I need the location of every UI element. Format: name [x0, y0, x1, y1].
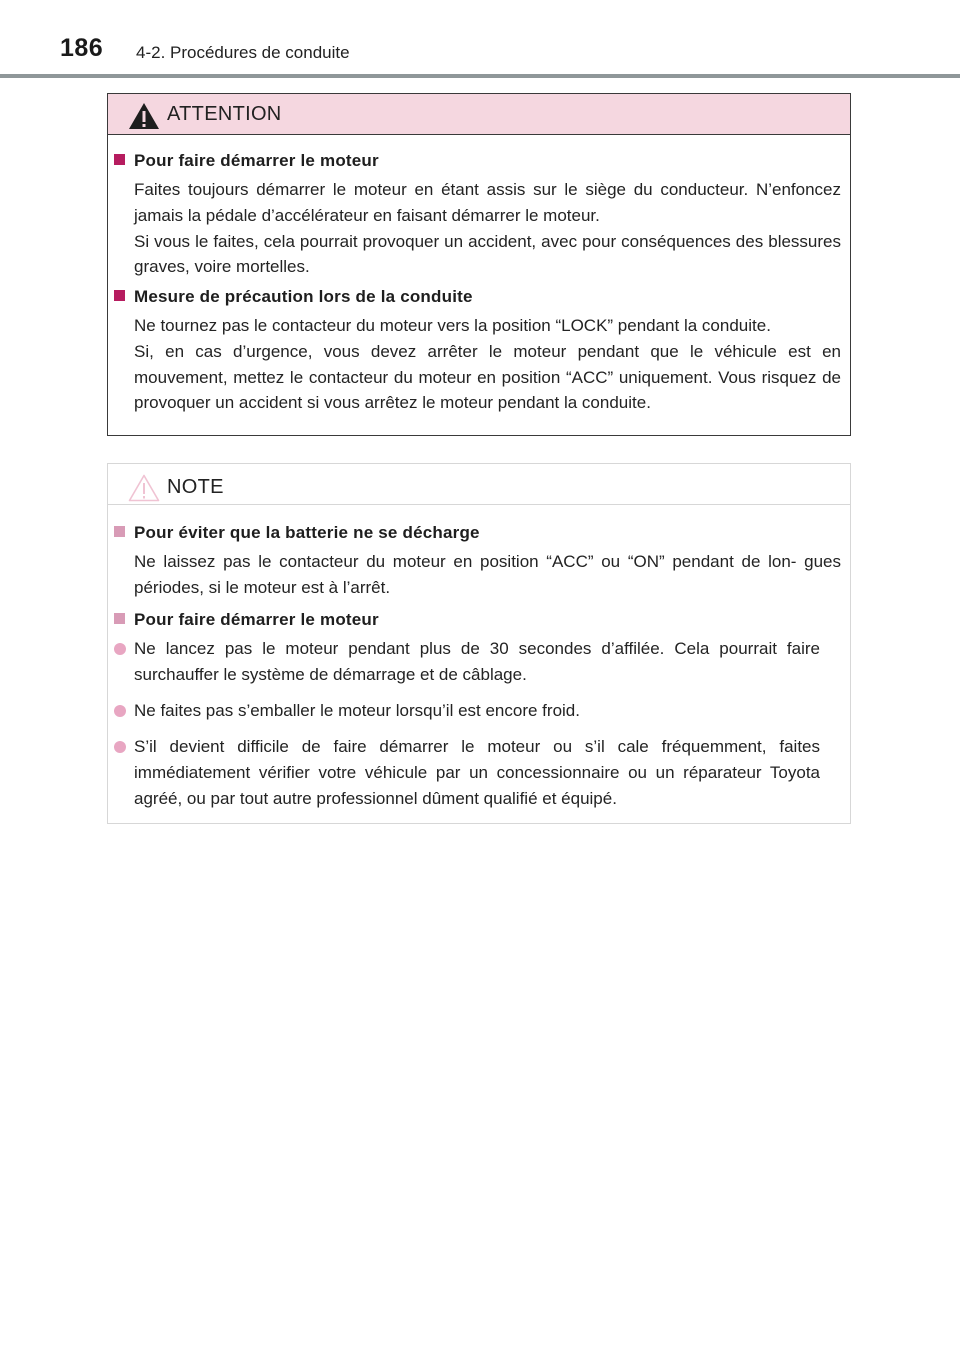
warning-triangle-icon — [127, 101, 161, 131]
section-heading: Pour faire démarrer le moteur — [114, 151, 379, 171]
note-box — [107, 463, 851, 824]
list-item-text: S’il devient difficile de faire démarrer le moteur ou s’il cale fréquemment, faites immédiatement vérifier votre véhicule par un concessionnaire ou un réparateur Toyota agréé, ou par tout autre professionnel dûment qualifié et équipé. — [134, 737, 820, 808]
attention-box — [107, 93, 851, 436]
circle-bullet-icon — [114, 741, 126, 753]
page-number: 186 — [60, 34, 104, 62]
page-header — [0, 0, 960, 78]
paragraph: Si vous le faites, cela pourrait provoquer un accident, avec pour conséquences des blessures graves, voire mortelles. — [134, 231, 841, 277]
list-item-text: Ne lancez pas le moteur pendant plus de 30 secondes d’affilée. Cela pourrait faire surchauffer le système de démarrage et de câblage. — [134, 639, 820, 684]
paragraph: Faites toujours démarrer le moteur en étant assis sur le siège du conducteur. N’enfoncez jamais la pédale d’accélérateur en faisant démarrer le moteur. — [134, 180, 841, 225]
square-bullet-icon — [114, 613, 125, 624]
header-rule — [0, 74, 960, 78]
section-heading: Mesure de précaution lors de la conduite — [114, 287, 473, 307]
attention-header — [108, 94, 850, 135]
square-bullet-icon — [114, 154, 125, 165]
section-heading: Pour éviter que la batterie ne se décharge — [114, 523, 480, 543]
circle-bullet-icon — [114, 643, 126, 655]
note-header — [108, 464, 850, 505]
section-heading: Pour faire démarrer le moteur — [114, 610, 379, 630]
warning-triangle-outline-icon — [127, 473, 161, 503]
note-title: NOTE — [167, 476, 224, 498]
list-item-text: Ne faites pas s’emballer le moteur lorsqu’il est encore froid. — [134, 701, 580, 720]
square-bullet-icon — [114, 526, 125, 537]
square-bullet-icon — [114, 290, 125, 301]
paragraph: Ne laissez pas le contacteur du moteur en position “ACC” ou “ON” pendant de lon- gues périodes, si le moteur est à l’arrêt. — [134, 552, 841, 597]
attention-title: ATTENTION — [167, 103, 282, 125]
circle-bullet-icon — [114, 705, 126, 717]
paragraph: Ne tournez pas le contacteur du moteur vers la position “LOCK” pendant la conduite. — [134, 316, 771, 335]
paragraph: Si, en cas d’urgence, vous devez arrêter le moteur pendant que le véhicule est en mouvement, mettez le contacteur du moteur en position “ACC” uniquement. Vous risquez de provoquer un accident si vous arrêtez le moteur pendant la conduite. — [134, 341, 841, 413]
chapter-title: 4-2. Procédures de conduite — [136, 43, 350, 62]
